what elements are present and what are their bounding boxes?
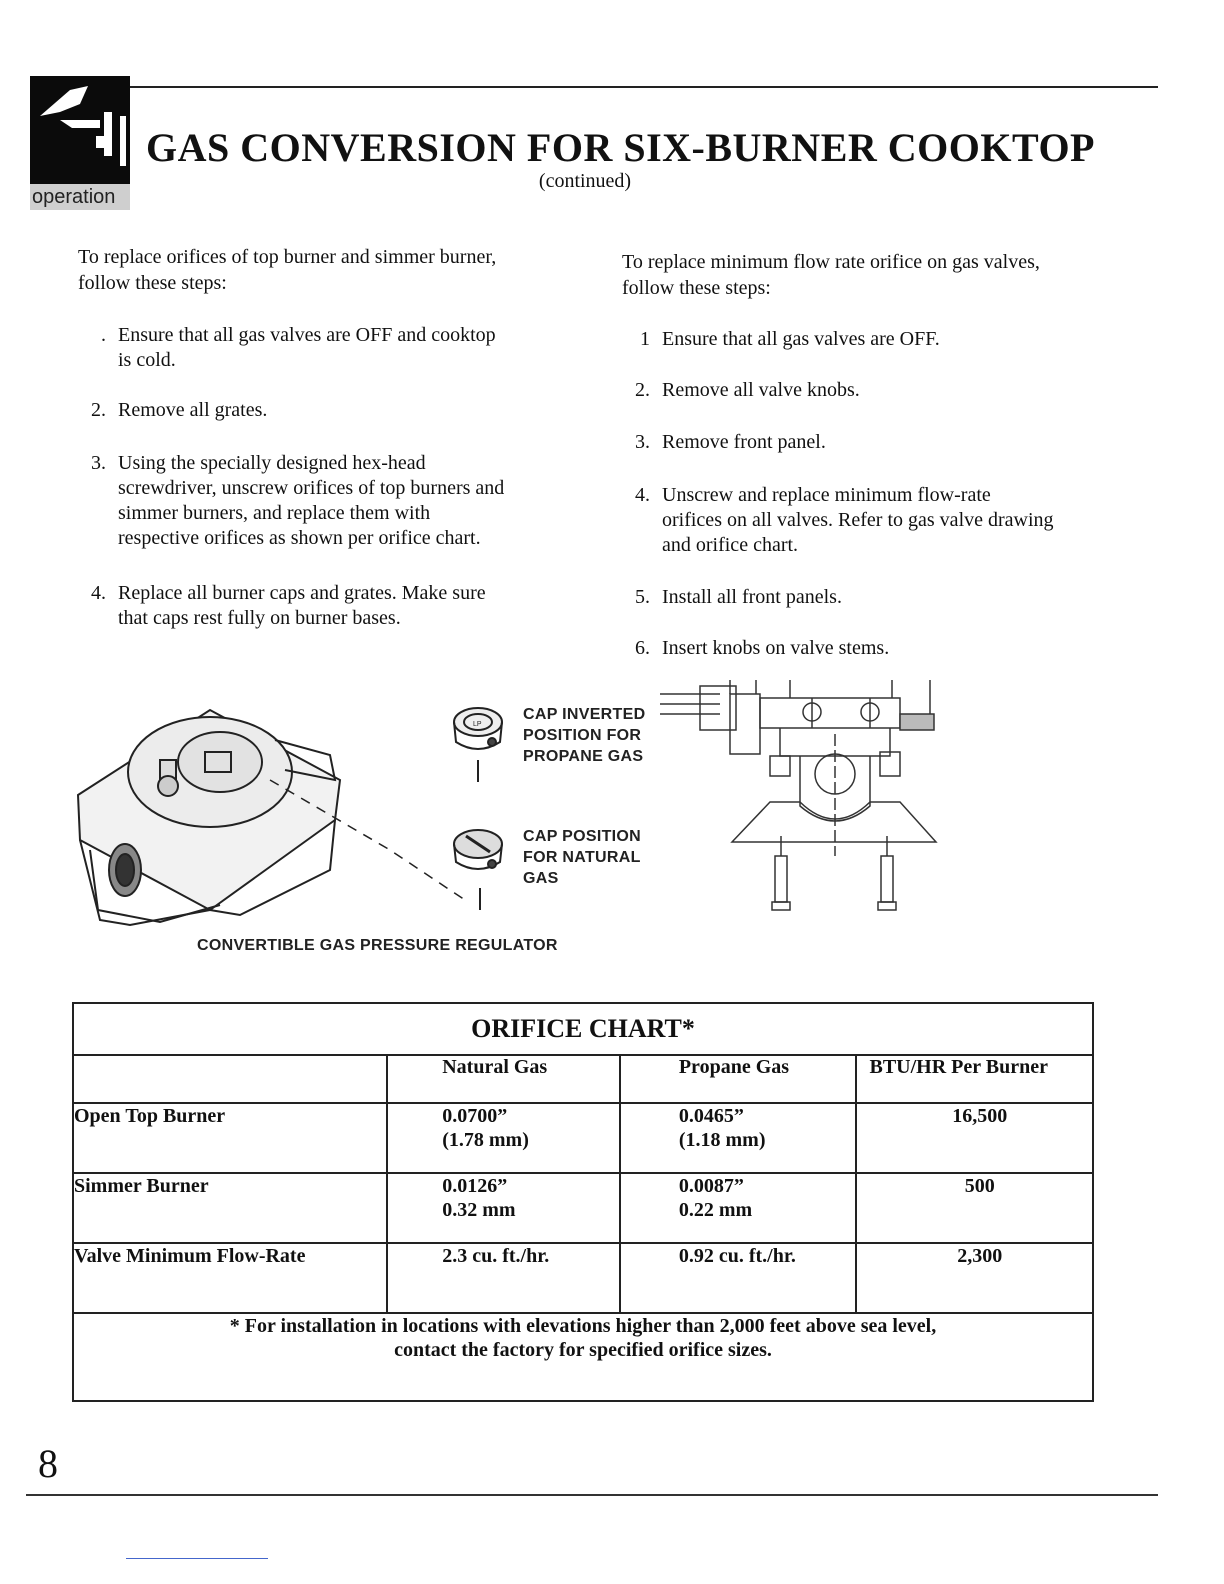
left-step-2 xyxy=(78,398,558,424)
step-text: Remove all valve knobs. xyxy=(662,379,860,401)
section-tag: operation xyxy=(30,184,130,210)
footnote-line: * For installation in locations with elevations higher than 2,000 feet above sea level, xyxy=(229,1315,937,1337)
value-line: 0.0700” xyxy=(442,1105,508,1127)
regulator-illustration xyxy=(70,700,510,930)
column-header xyxy=(73,1055,387,1103)
value-line: 0.22 mm xyxy=(678,1199,753,1221)
footnote-line: contact the factory for specified orifice sizes. xyxy=(394,1339,772,1361)
header-rule xyxy=(130,86,1158,88)
propane-gas-value xyxy=(620,1243,857,1313)
step-text: Remove front panel. xyxy=(662,431,826,453)
row-label: Valve Minimum Flow-Rate xyxy=(73,1243,387,1313)
step-text: that caps rest fully on burner bases. xyxy=(118,607,401,629)
step-text: Using the specially designed hex-head xyxy=(118,452,426,474)
left-intro-line: follow these steps: xyxy=(78,272,227,294)
column-header-btu: BTU/HR Per Burner xyxy=(856,1055,1093,1103)
left-intro-line: To replace orifices of top burner and simmer burner, xyxy=(78,246,497,268)
row-label: Open Top Burner xyxy=(73,1103,387,1173)
label-line: CAP POSITION xyxy=(523,828,641,845)
value-line: 0.0465” xyxy=(678,1105,744,1127)
btu-value: 2,300 xyxy=(856,1243,1093,1313)
step-number: 1 xyxy=(640,328,650,350)
right-intro-line: To replace minimum flow rate orifice on gas valves, xyxy=(622,251,1040,273)
page-subtitle: (continued) xyxy=(538,170,632,192)
value-line: 2.3 cu. ft./hr. xyxy=(442,1245,550,1267)
label-line: PROPANE GAS xyxy=(523,748,644,765)
step-number: 3. xyxy=(635,431,650,453)
step-text: Unscrew and replace minimum flow-rate xyxy=(662,484,991,506)
wrench-hand-icon xyxy=(30,76,130,184)
step-number: 4. xyxy=(91,582,106,604)
right-intro-line: follow these steps: xyxy=(622,277,771,299)
step-number: 4. xyxy=(635,484,650,506)
value-line: (1.18 mm) xyxy=(678,1129,766,1151)
step-text: orifices on all valves. Refer to gas valve drawing xyxy=(662,509,1054,531)
step-text: Remove all grates. xyxy=(118,399,268,421)
value-line: 0.0126” xyxy=(442,1175,508,1197)
value-line: 0.0087” xyxy=(678,1175,744,1197)
step-text: respective orifices as shown per orifice chart. xyxy=(118,527,481,549)
right-step-2 xyxy=(622,378,1102,404)
gas-valve-drawing xyxy=(660,676,945,916)
column-header-natural: Natural Gas xyxy=(387,1055,620,1103)
footer-rule xyxy=(26,1494,1158,1496)
value-line: (1.78 mm) xyxy=(442,1129,529,1151)
label-line: POSITION FOR xyxy=(523,727,642,744)
chart-title: ORIFICE CHART* xyxy=(73,1003,1093,1055)
step-number: 5. xyxy=(635,586,650,608)
label-line: FOR NATURAL xyxy=(523,849,641,866)
cap-inverted-icon xyxy=(448,700,508,790)
label-line: CAP INVERTED xyxy=(523,706,646,723)
table-row xyxy=(73,1243,1093,1313)
right-step-5 xyxy=(622,585,1102,611)
step-number: 2. xyxy=(91,399,106,421)
cap-natural-label xyxy=(523,826,641,889)
step-text: Insert knobs on valve stems. xyxy=(662,637,890,659)
step-text: Replace all burner caps and grates. Make sure xyxy=(118,582,486,604)
page-number: 8 xyxy=(38,1441,58,1486)
step-number: . xyxy=(101,324,106,346)
value-line: 0.92 cu. ft./hr. xyxy=(678,1245,796,1267)
propane-gas-value xyxy=(620,1173,857,1243)
chart-footnote xyxy=(73,1313,1093,1401)
natural-gas-value xyxy=(387,1243,620,1313)
left-step-1 xyxy=(78,323,558,375)
propane-gas-value xyxy=(620,1103,857,1173)
right-intro xyxy=(622,249,1040,301)
natural-gas-value xyxy=(387,1173,620,1243)
value-line: 0.32 mm xyxy=(442,1199,516,1221)
left-step-3 xyxy=(78,451,578,555)
step-number: 2. xyxy=(635,379,650,401)
step-text: screwdriver, unscrew orifices of top burners and xyxy=(118,477,505,499)
label-line: GAS xyxy=(523,870,559,887)
left-intro xyxy=(78,244,496,296)
btu-value: 500 xyxy=(856,1173,1093,1243)
step-text: Ensure that all gas valves are OFF and cooktop xyxy=(118,324,496,346)
step-text: simmer burners, and replace them with xyxy=(118,502,431,524)
footer-link-line xyxy=(126,1558,268,1559)
step-text: Ensure that all gas valves are OFF. xyxy=(662,328,940,350)
step-number: 3. xyxy=(91,452,106,474)
right-step-3 xyxy=(622,430,1102,456)
orifice-chart xyxy=(72,1002,1094,1402)
row-label: Simmer Burner xyxy=(73,1173,387,1243)
cap-natural-icon xyxy=(446,820,510,916)
step-number: 6. xyxy=(635,637,650,659)
table-row xyxy=(73,1103,1093,1173)
page-title: GAS CONVERSION FOR SIX-BURNER COOKTOP xyxy=(146,125,1095,170)
step-text: Install all front panels. xyxy=(662,586,842,608)
cap-inverted-label xyxy=(523,704,645,767)
cap-small-label: LP xyxy=(473,721,482,728)
btu-value: 16,500 xyxy=(856,1103,1093,1173)
right-step-6 xyxy=(622,636,1102,662)
regulator-caption: CONVERTIBLE GAS PRESSURE REGULATOR xyxy=(197,937,558,954)
left-step-4 xyxy=(78,581,578,633)
right-step-4 xyxy=(622,483,1122,561)
right-step-1 xyxy=(622,327,1102,353)
table-row xyxy=(73,1173,1093,1243)
step-text: is cold. xyxy=(118,349,176,371)
step-text: and orifice chart. xyxy=(662,534,799,556)
column-header-propane: Propane Gas xyxy=(620,1055,857,1103)
natural-gas-value xyxy=(387,1103,620,1173)
